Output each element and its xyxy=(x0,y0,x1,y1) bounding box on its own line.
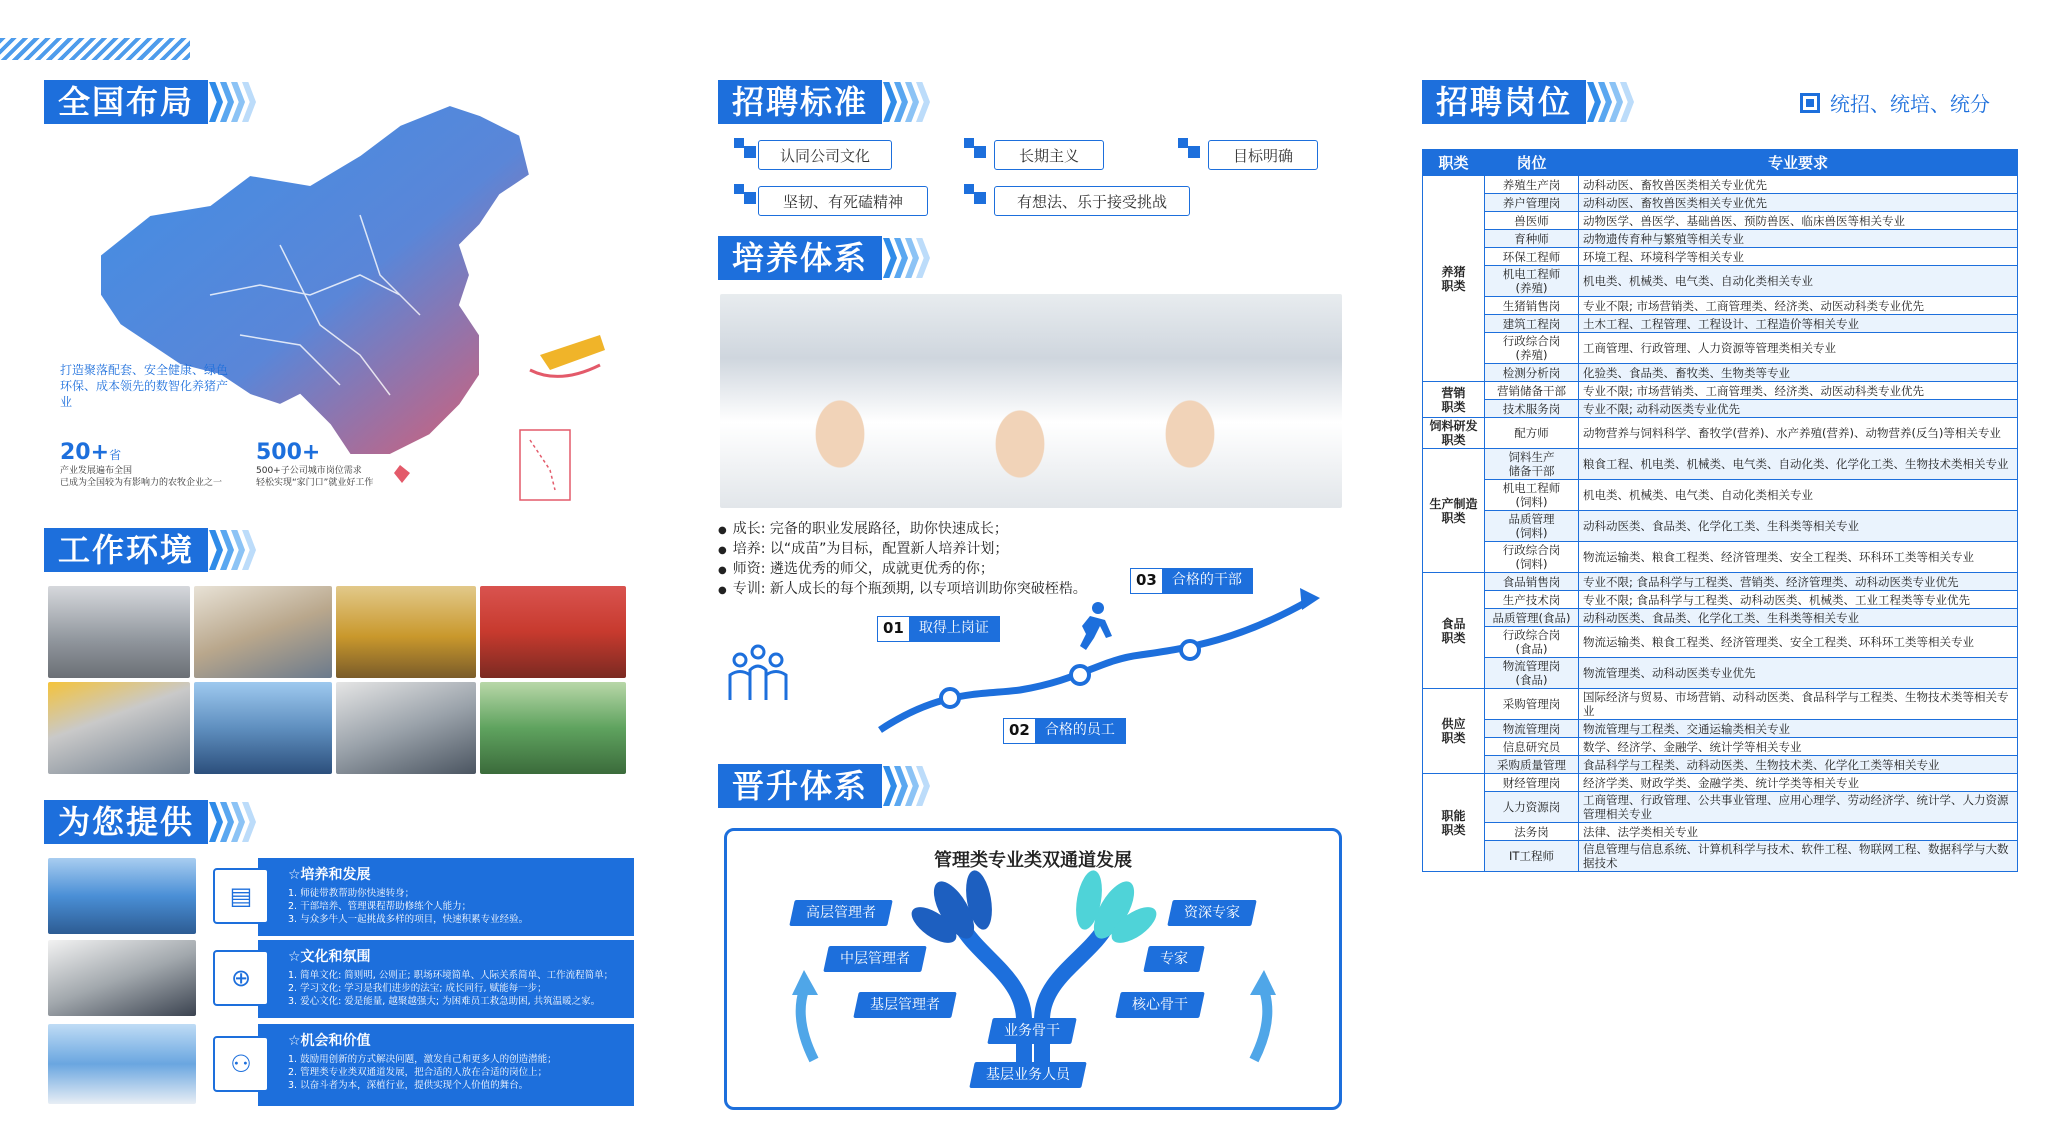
position-cell: 机电工程师 (饲料) xyxy=(1485,480,1579,511)
work-photo xyxy=(194,586,332,678)
positions-table xyxy=(1422,149,2018,872)
standard-tag: 目标明确 xyxy=(1208,140,1318,170)
section-title: 招聘岗位 xyxy=(1422,80,1586,124)
positions-legend xyxy=(1800,88,1990,117)
requirement-cell: 工商管理、行政管理、人力资源等管理类相关专业 xyxy=(1579,333,2018,364)
chevron-icon xyxy=(1590,82,1634,122)
category-cell: 养猪 职类 xyxy=(1423,176,1485,382)
requirement-cell: 物流管理类、动科动医类专业优先 xyxy=(1579,658,2018,689)
tag-marker-icon xyxy=(964,184,988,208)
category-cell: 生产制造 职类 xyxy=(1423,449,1485,573)
position-cell: 物流管理岗 (食品) xyxy=(1485,658,1579,689)
section-header-standards xyxy=(718,80,930,124)
section-title: 晋升体系 xyxy=(718,764,882,808)
stat-desc: 产业发展遍布全国 xyxy=(60,466,133,476)
requirement-cell: 专业不限; 市场营销类、工商管理类、经济类、动医动科类专业优先 xyxy=(1579,297,2018,315)
card-line: 2. 学习文化: 学习是我们进步的法宝; 成长同行, 赋能每一步； xyxy=(288,983,547,994)
provide-card-development xyxy=(258,858,634,936)
table-row xyxy=(1423,720,2018,738)
requirement-cell: 食品科学与工程类、动科动医类、生物技术类、化学化工类等相关专业 xyxy=(1579,756,2018,774)
position-cell: 育种师 xyxy=(1485,230,1579,248)
requirement-cell: 动科动医类、食品类、化学化工类、生科类等相关专业 xyxy=(1579,609,2018,627)
provide-card-culture xyxy=(258,940,634,1018)
card-line: 3. 与众多牛人一起挑战多样的项目，快速积累专业经验。 xyxy=(288,914,529,925)
stat-desc: 500+子公司城市岗位需求 xyxy=(256,466,362,476)
table-header-row xyxy=(1423,150,2018,176)
table-row xyxy=(1423,194,2018,212)
section-title: 为您提供 xyxy=(44,800,208,844)
section-title: 工作环境 xyxy=(44,528,208,572)
tag-marker-icon xyxy=(1178,138,1202,162)
warehouse-photo xyxy=(336,586,476,678)
step-label xyxy=(1130,568,1253,594)
step-number: 01 xyxy=(878,617,909,641)
promo-left-item: 基层管理者 xyxy=(853,992,957,1018)
legend-text: 统招、统培、统分 xyxy=(1830,92,1990,116)
chevron-icon xyxy=(886,766,930,806)
position-cell: 生猪销售岗 xyxy=(1485,297,1579,315)
requirement-cell: 物流运输类、粮食工程类、经济管理类、安全工程类、环科环工类等相关专业 xyxy=(1579,627,2018,658)
bullet-item: ● 培养: 以“成苗”为目标，配置新人培养计划； xyxy=(718,540,1087,560)
column-header: 岗位 xyxy=(1485,150,1579,176)
square-icon xyxy=(1800,93,1820,113)
table-row xyxy=(1423,738,2018,756)
position-cell: 物流管理岗 xyxy=(1485,720,1579,738)
requirement-cell: 动物遗传育种与繁殖等相关专业 xyxy=(1579,230,2018,248)
classroom-photo xyxy=(720,294,1342,508)
section-header-provide xyxy=(44,800,256,844)
step-text: 合格的员工 xyxy=(1035,719,1125,743)
step-label xyxy=(877,616,1000,642)
card-line: 1. 简单文化: 简则明, 公则正; 职场环境简单、人际关系简单、工作流程简单； xyxy=(288,970,614,981)
requirement-cell: 粮食工程、机电类、机械类、电气类、自动化类、化学化工类、生物技术类相关专业 xyxy=(1579,449,2018,480)
requirement-cell: 动物营养与饲料科学、畜牧学(营养)、水产养殖(营养)、动物营养(反刍)等相关专业 xyxy=(1579,418,2018,449)
stat-number: 20+ xyxy=(60,440,110,465)
table-row xyxy=(1423,364,2018,382)
training-photo xyxy=(48,858,196,934)
position-cell: 养殖生产岗 xyxy=(1485,176,1579,194)
requirement-cell: 经济学类、财政学类、金融学类、统计学类等相关专业 xyxy=(1579,774,2018,792)
promo-center-item: 基层业务人员 xyxy=(969,1062,1087,1088)
requirement-cell: 物流管理与工程类、交通运输类相关专业 xyxy=(1579,720,2018,738)
table-row xyxy=(1423,400,2018,418)
column-header: 专业要求 xyxy=(1579,150,2018,176)
table-row xyxy=(1423,212,2018,230)
map-caption: 打造聚落配套、安全健康、绿色环保、成本领先的数智化养猪产业 xyxy=(60,363,229,409)
section-header-training xyxy=(718,236,930,280)
requirement-cell: 专业不限; 市场营销类、工商管理类、经济类、动医动科类专业优先 xyxy=(1579,382,2018,400)
requirement-cell: 工商管理、行政管理、公共事业管理、应用心理学、劳动经济学、统计学、人力资源管理相关专业 xyxy=(1579,792,2018,823)
promo-right-item: 专家 xyxy=(1143,946,1205,972)
tag-marker-icon xyxy=(964,138,988,162)
bullet-item: ● 成长: 完备的职业发展路径，助你快速成长； xyxy=(718,520,1087,540)
table-row xyxy=(1423,333,2018,364)
section-header-env xyxy=(44,528,256,572)
step-number: 02 xyxy=(1004,719,1035,743)
office-photo xyxy=(48,586,190,678)
section-title: 招聘标准 xyxy=(718,80,882,124)
chevron-icon xyxy=(212,530,256,570)
table-row xyxy=(1423,511,2018,542)
position-cell: 行政综合岗 (饲料) xyxy=(1485,542,1579,573)
requirement-cell: 国际经济与贸易、市场营销、动科动医类、食品科学与工程类、生物技术类等相关专业 xyxy=(1579,689,2018,720)
requirement-cell: 环境工程、环境科学等相关专业 xyxy=(1579,248,2018,266)
table-body xyxy=(1423,176,2018,872)
section-title: 全国布局 xyxy=(44,80,208,124)
table-row xyxy=(1423,315,2018,333)
section-header-promotion xyxy=(718,764,930,808)
position-cell: 财经管理岗 xyxy=(1485,774,1579,792)
card-line: 2. 干部培养、管理课程帮助修练个人能力； xyxy=(288,901,472,912)
position-cell: 配方师 xyxy=(1485,418,1579,449)
position-cell: 行政综合岗 (食品) xyxy=(1485,627,1579,658)
section-title: 培养体系 xyxy=(718,236,882,280)
position-cell: 品质管理 (饲料) xyxy=(1485,511,1579,542)
promo-right-item: 核心骨干 xyxy=(1115,992,1205,1018)
engineer-photo xyxy=(48,682,190,774)
promo-left-item: 中层管理者 xyxy=(823,946,927,972)
requirement-cell: 数学、经济学、金融学、统计学等相关专业 xyxy=(1579,738,2018,756)
requirement-cell: 专业不限; 动科动医类专业优先 xyxy=(1579,400,2018,418)
section-header-positions xyxy=(1422,80,1634,124)
step-text: 取得上岗证 xyxy=(909,617,999,641)
requirement-cell: 动物医学、兽医学、基础兽医、预防兽医、临床兽医等相关专业 xyxy=(1579,212,2018,230)
stat-companies xyxy=(256,440,373,489)
card-title: ☆培养和发展 xyxy=(288,867,371,883)
step-label xyxy=(1003,718,1126,744)
column-header: 职类 xyxy=(1423,150,1485,176)
table-row xyxy=(1423,573,2018,591)
position-cell: 人力资源岗 xyxy=(1485,792,1579,823)
promo-left-item: 高层管理者 xyxy=(789,900,893,926)
position-cell: 养户管理岗 xyxy=(1485,194,1579,212)
requirement-cell: 信息管理与信息系统、计算机科学与技术、软件工程、物联网工程、数据科学与大数据技术 xyxy=(1579,841,2018,872)
table-row xyxy=(1423,756,2018,774)
category-cell: 营销 职类 xyxy=(1423,382,1485,418)
position-cell: 营销储备干部 xyxy=(1485,382,1579,400)
stat-unit: 省 xyxy=(109,448,122,462)
position-cell: 信息研究员 xyxy=(1485,738,1579,756)
card-line: 3. 以奋斗者为本，深植行业，提供实现个人价值的舞台。 xyxy=(288,1080,529,1091)
table-row xyxy=(1423,449,2018,480)
farm-photo xyxy=(480,682,626,774)
group-photo xyxy=(48,1024,196,1104)
table-row xyxy=(1423,542,2018,573)
promo-right-item: 资深专家 xyxy=(1167,900,1257,926)
stat-provinces xyxy=(60,440,222,489)
requirement-cell: 土木工程、工程管理、工程设计、工程造价等相关专业 xyxy=(1579,315,2018,333)
table-row xyxy=(1423,792,2018,823)
table-row xyxy=(1423,230,2018,248)
position-cell: 兽医师 xyxy=(1485,212,1579,230)
positions-table-wrap xyxy=(1422,149,2018,872)
requirement-cell: 物流运输类、粮食工程类、经济管理类、安全工程类、环科环工类等相关专业 xyxy=(1579,542,2018,573)
step-text: 合格的干部 xyxy=(1162,569,1252,593)
lab-photo xyxy=(336,682,476,774)
bullet-item: ● 专训: 新人成长的每个瓶颈期, 以专项培训助你突破桎梏。 xyxy=(718,580,1087,600)
facility-photo xyxy=(194,682,332,774)
chevron-icon xyxy=(886,82,930,122)
table-row xyxy=(1423,297,2018,315)
position-cell: 采购质量管理 xyxy=(1485,756,1579,774)
stat-number: 500+ xyxy=(256,440,321,465)
table-row xyxy=(1423,418,2018,449)
table-row xyxy=(1423,689,2018,720)
table-row xyxy=(1423,658,2018,689)
position-cell: 品质管理(食品) xyxy=(1485,609,1579,627)
card-line: 1. 师徒带教帮助你快速转身； xyxy=(288,888,415,899)
card-line: 1. 鼓励用创新的方式解决问题，激发自己和更多人的创造潜能； xyxy=(288,1054,557,1065)
card-title: ☆文化和氛围 xyxy=(288,949,371,965)
position-cell: 食品销售岗 xyxy=(1485,573,1579,591)
requirement-cell: 动科动医类、食品类、化学化工类、生科类等相关专业 xyxy=(1579,511,2018,542)
position-cell: 生产技术岗 xyxy=(1485,591,1579,609)
provide-card-opportunity xyxy=(258,1024,634,1106)
chevron-icon xyxy=(212,802,256,842)
requirement-cell: 专业不限; 食品科学与工程类、营销类、经济管理类、动科动医类专业优先 xyxy=(1579,573,2018,591)
classroom-icon: ▤ xyxy=(213,868,269,924)
table-row xyxy=(1423,823,2018,841)
table-row xyxy=(1423,266,2018,297)
badge-icon: ⚇ xyxy=(213,1036,269,1092)
position-cell: IT工程师 xyxy=(1485,841,1579,872)
table-row xyxy=(1423,627,2018,658)
table-row xyxy=(1423,841,2018,872)
requirement-cell: 机电类、机械类、电气类、自动化类相关专业 xyxy=(1579,266,2018,297)
table-row xyxy=(1423,382,2018,400)
table-row xyxy=(1423,480,2018,511)
tag-marker-icon xyxy=(734,184,758,208)
requirement-cell: 法律、法学类相关专业 xyxy=(1579,823,2018,841)
standard-tag: 认同公司文化 xyxy=(758,140,892,170)
chevron-icon xyxy=(886,238,930,278)
card-line: 2. 管理类专业类双通道发展，把合适的人放在合适的岗位上； xyxy=(288,1067,548,1078)
table-row xyxy=(1423,176,2018,194)
standard-tag: 有想法、乐于接受挑战 xyxy=(994,186,1190,216)
position-cell: 建筑工程岗 xyxy=(1485,315,1579,333)
stat-desc: 轻松实现“家门口”就业好工作 xyxy=(256,478,374,488)
tag-marker-icon xyxy=(734,138,758,162)
step-number: 03 xyxy=(1131,569,1162,593)
category-cell: 供应 职类 xyxy=(1423,689,1485,774)
position-cell: 技术服务岗 xyxy=(1485,400,1579,418)
position-cell: 环保工程师 xyxy=(1485,248,1579,266)
promotion-title: 管理类专业类双通道发展 xyxy=(934,850,1132,871)
category-cell: 食品 职类 xyxy=(1423,573,1485,689)
position-cell: 检测分析岗 xyxy=(1485,364,1579,382)
meeting-photo xyxy=(48,940,196,1016)
stat-desc: 已成为全国较为有影响力的农牧企业之一 xyxy=(60,478,223,488)
globe-icon: ⊕ xyxy=(213,950,269,1006)
promo-center-item: 业务骨干 xyxy=(987,1018,1077,1044)
table-row xyxy=(1423,609,2018,627)
table-row xyxy=(1423,774,2018,792)
bullet-item: ● 师资: 遴选优秀的师父，成就更优秀的你； xyxy=(718,560,1087,580)
position-cell: 法务岗 xyxy=(1485,823,1579,841)
card-line: 3. 爱心文化: 爱是能量, 越聚越强大; 为困难员工救急助困, 共筑温暖之家。 xyxy=(288,996,601,1007)
category-cell: 饲料研发 职类 xyxy=(1423,418,1485,449)
standard-tag: 长期主义 xyxy=(994,140,1104,170)
table-row xyxy=(1423,591,2018,609)
team-photo xyxy=(480,586,626,678)
table-row xyxy=(1423,248,2018,266)
requirement-cell: 化验类、食品类、畜牧类、生物类等专业 xyxy=(1579,364,2018,382)
card-title: ☆机会和价值 xyxy=(288,1033,371,1049)
decorative-stripe xyxy=(0,38,190,60)
position-cell: 行政综合岗 (养殖) xyxy=(1485,333,1579,364)
position-cell: 饲料生产 储备干部 xyxy=(1485,449,1579,480)
requirement-cell: 动科动医、畜牧兽医类相关专业优先 xyxy=(1579,194,2018,212)
requirement-cell: 机电类、机械类、电气类、自动化类相关专业 xyxy=(1579,480,2018,511)
category-cell: 职能 职类 xyxy=(1423,774,1485,872)
requirement-cell: 动科动医、畜牧兽医类相关专业优先 xyxy=(1579,176,2018,194)
requirement-cell: 专业不限; 食品科学与工程类、动科动医类、机械类、工业工程类等专业优先 xyxy=(1579,591,2018,609)
position-cell: 机电工程师 (养殖) xyxy=(1485,266,1579,297)
standard-tag: 坚韧、有死磕精神 xyxy=(758,186,928,216)
position-cell: 采购管理岗 xyxy=(1485,689,1579,720)
